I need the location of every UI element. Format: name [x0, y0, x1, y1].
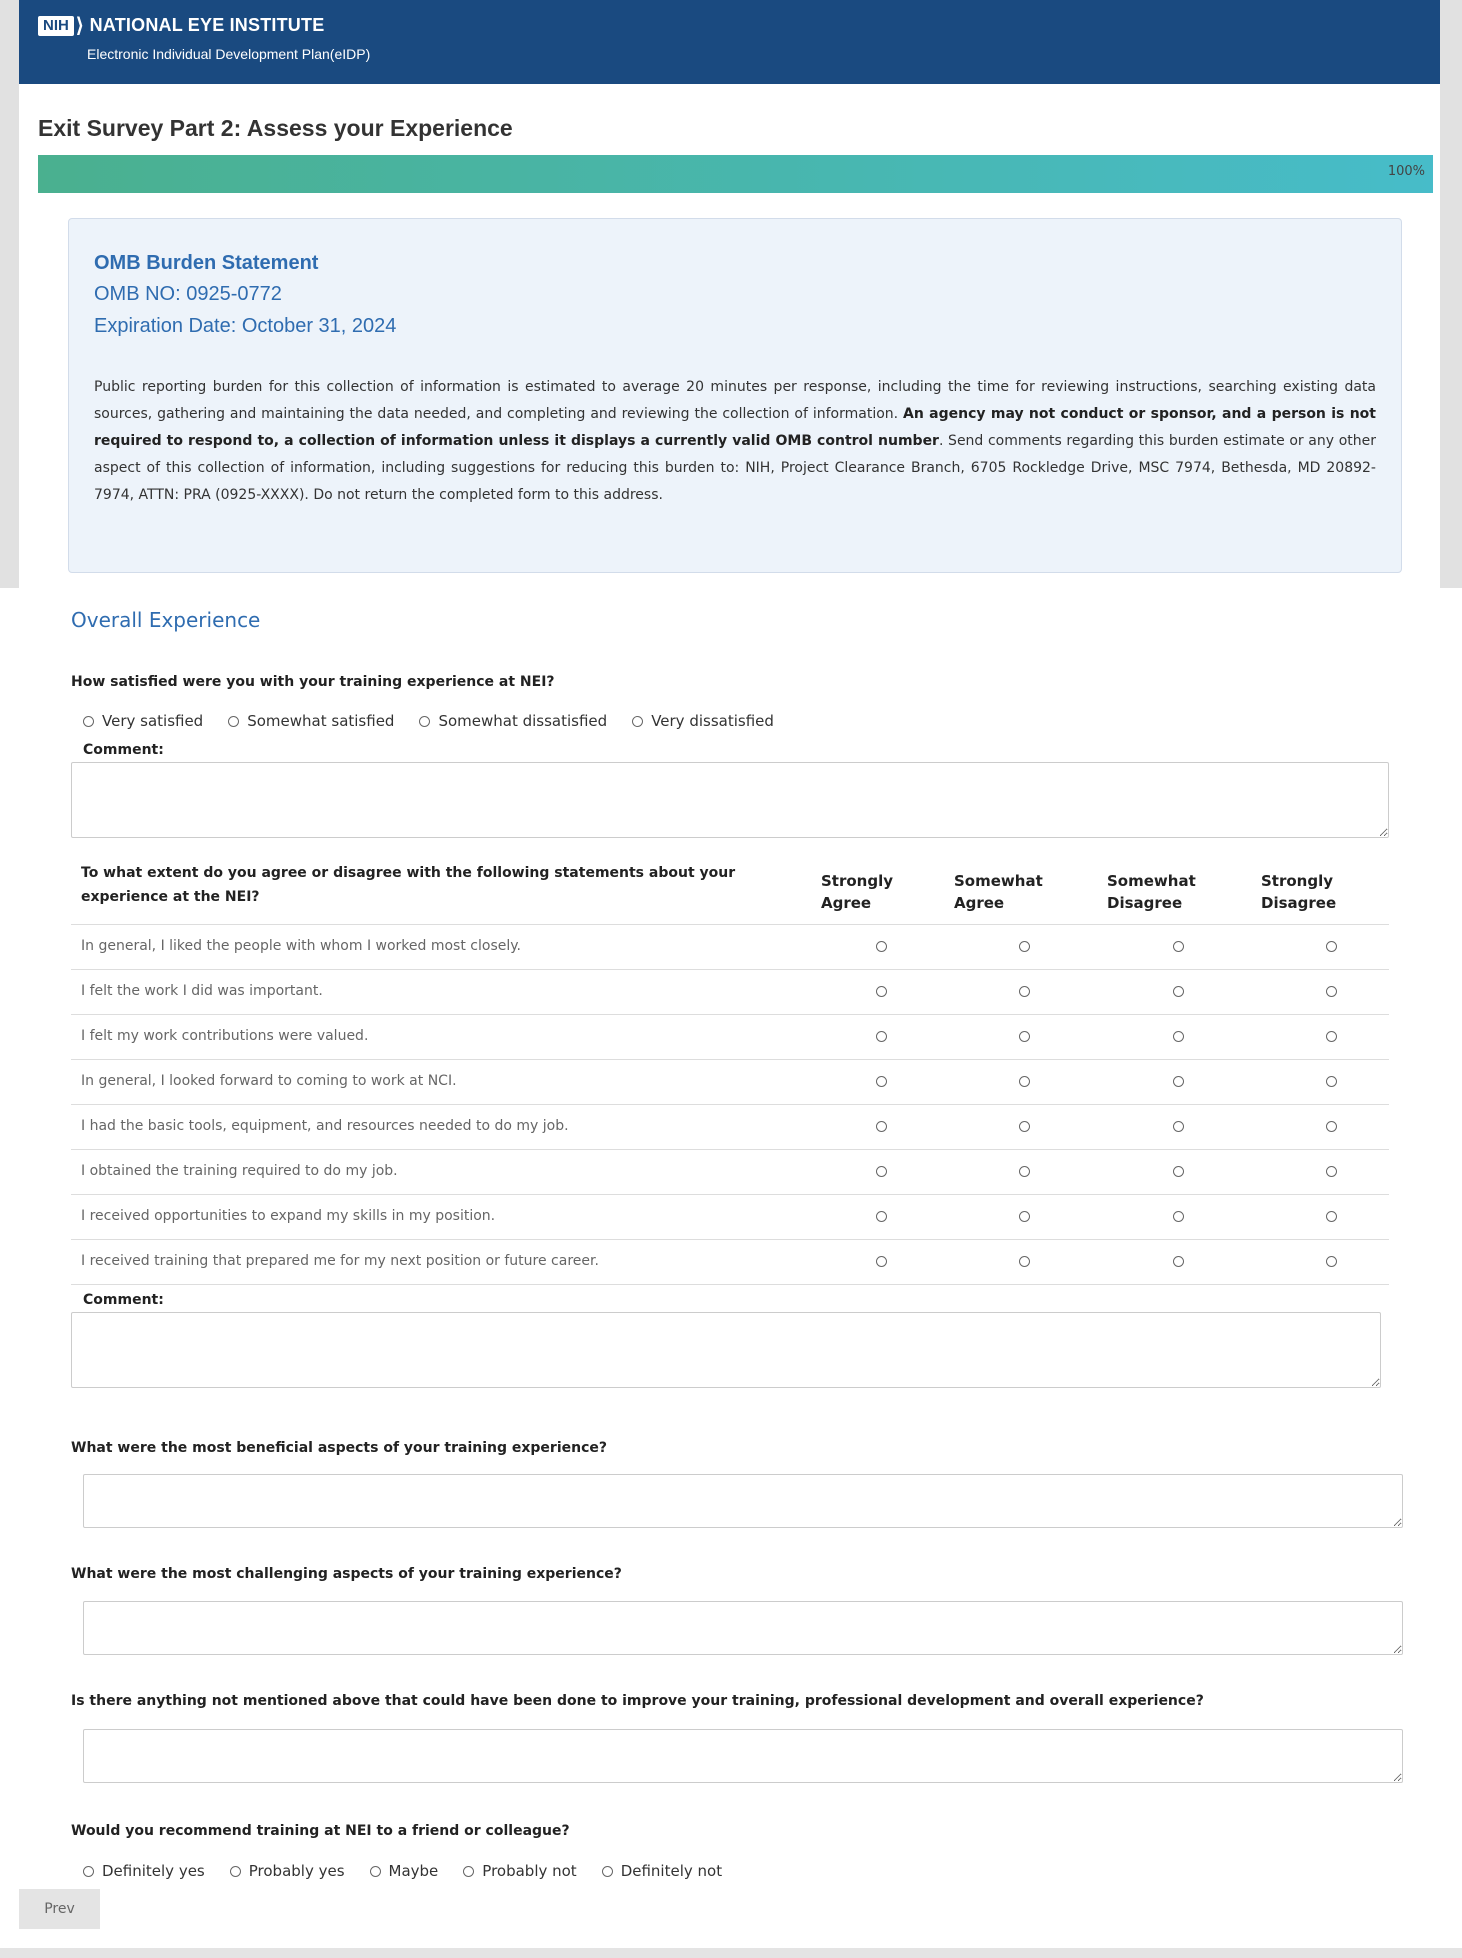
option-label: Probably not — [482, 1862, 577, 1880]
matrix-col-somewhat-agree — [954, 870, 1043, 914]
matrix-radio-col-4[interactable] — [1326, 1121, 1337, 1132]
matrix-statement: I received opportunities to expand my skills in my position. — [81, 1208, 496, 1224]
radio-icon[interactable] — [83, 1866, 94, 1877]
satisfied-comment-label: Comment: — [83, 742, 164, 758]
omb-expiration: Expiration Date: October 31, 2024 — [94, 315, 397, 337]
right-gutter — [1440, 0, 1462, 588]
col-line2: Agree — [821, 894, 872, 912]
matrix-radio-col-2[interactable] — [1019, 986, 1030, 997]
option-label: Probably yes — [248, 1862, 345, 1880]
omb-body-part1: Public reporting burden for this collection of information is estimated to average 20 minutes per response, including the time for reviewing instructions, searching existing data sources, gathering and maintaining the data needed, and completing and reviewing the collection of information. — [94, 379, 1376, 422]
recommend-option-probably-yes[interactable] — [230, 1862, 345, 1880]
matrix-statement: I obtained the training required to do my job. — [81, 1163, 398, 1179]
col-line1: Somewhat — [1107, 872, 1196, 890]
matrix-row — [71, 1150, 1389, 1195]
question-challenging-label: What were the most challenging aspects of your training experience? — [71, 1566, 622, 1582]
option-label: Definitely not — [620, 1862, 723, 1880]
matrix-row — [71, 1060, 1389, 1105]
matrix-col-strongly-disagree — [1261, 870, 1336, 914]
nih-logo[interactable] — [38, 13, 84, 38]
matrix-radio-col-4[interactable] — [1326, 1166, 1337, 1177]
matrix-radio-col-1[interactable] — [876, 1031, 887, 1042]
matrix-radio-col-4[interactable] — [1326, 1076, 1337, 1087]
recommend-option-maybe[interactable] — [370, 1862, 439, 1880]
col-line1: Strongly — [821, 872, 894, 890]
matrix-col-somewhat-disagree — [1107, 870, 1196, 914]
omb-body-part2: . Send comments regarding this burden estimate or any other aspect of this collection of information, including suggestions for reducing this burden to: NIH, Project Clearance Branch, 6705 Rockledge Drive, MSC 7974, Bethesda, MD 20892-7974, ATTN: PRA (0925-XXXX). Do not return the completed form to this address. — [94, 433, 1376, 503]
recommend-option-definitely-not[interactable] — [602, 1862, 722, 1880]
beneficial-textarea[interactable] — [83, 1474, 1403, 1528]
improve-textarea[interactable] — [83, 1729, 1403, 1783]
matrix-radio-col-2[interactable] — [1019, 1076, 1030, 1087]
matrix-statement: In general, I looked forward to coming to work at NCI. — [81, 1073, 457, 1089]
matrix-radio-col-1[interactable] — [876, 1076, 887, 1087]
matrix-question: To what extent do you agree or disagree with the following statements about your experience at the NEI? — [81, 865, 736, 905]
col-line1: Strongly — [1261, 872, 1334, 890]
radio-icon[interactable] — [230, 1866, 241, 1877]
matrix-header — [71, 852, 1389, 925]
matrix-radio-col-2[interactable] — [1019, 1256, 1030, 1267]
progress-bar — [38, 155, 1433, 193]
agreement-matrix — [71, 852, 1389, 1285]
challenging-textarea[interactable] — [83, 1601, 1403, 1655]
omb-burden-statement — [68, 218, 1402, 573]
option-label: Somewhat dissatisfied — [438, 712, 608, 730]
col-line2: Disagree — [1107, 894, 1183, 912]
matrix-radio-col-3[interactable] — [1173, 1256, 1184, 1267]
matrix-radio-col-3[interactable] — [1173, 1211, 1184, 1222]
prev-button[interactable]: Prev — [19, 1889, 100, 1929]
matrix-comment-label: Comment: — [83, 1292, 164, 1308]
matrix-radio-col-3[interactable] — [1173, 1076, 1184, 1087]
satisfied-option-somewhat-dissatisfied[interactable] — [419, 712, 607, 730]
matrix-radio-col-2[interactable] — [1019, 1031, 1030, 1042]
matrix-row — [71, 925, 1389, 970]
question-satisfied-label: How satisfied were you with your training experience at NEI? — [71, 674, 555, 690]
matrix-col-strongly-agree — [821, 870, 893, 914]
matrix-radio-col-3[interactable] — [1173, 986, 1184, 997]
option-label: Very dissatisfied — [651, 712, 774, 730]
radio-icon[interactable] — [228, 716, 239, 727]
progress-fill — [38, 155, 1433, 193]
option-label: Somewhat satisfied — [247, 712, 395, 730]
matrix-radio-col-1[interactable] — [876, 1211, 887, 1222]
matrix-radio-col-2[interactable] — [1019, 941, 1030, 952]
matrix-radio-col-3[interactable] — [1173, 1031, 1184, 1042]
option-label: Very satisfied — [102, 712, 204, 730]
matrix-radio-col-3[interactable] — [1173, 1121, 1184, 1132]
section-title-overall-experience: Overall Experience — [71, 608, 261, 632]
omb-title: OMB Burden Statement — [94, 252, 319, 274]
question-beneficial-label: What were the most beneficial aspects of your training experience? — [71, 1440, 607, 1456]
institute-name: NATIONAL EYE INSTITUTE — [89, 15, 325, 35]
radio-icon[interactable] — [463, 1866, 474, 1877]
matrix-row — [71, 1240, 1389, 1285]
matrix-radio-col-4[interactable] — [1326, 941, 1337, 952]
nih-logo-text: NIH — [38, 16, 74, 36]
page-title: Exit Survey Part 2: Assess your Experience — [38, 115, 513, 141]
matrix-statement: I felt the work I did was important. — [81, 983, 323, 999]
matrix-radio-col-1[interactable] — [876, 986, 887, 997]
nih-chevron-icon: ⟩ — [75, 15, 84, 37]
satisfied-comment-textarea[interactable] — [71, 762, 1389, 838]
matrix-statement: I had the basic tools, equipment, and resources needed to do my job. — [81, 1118, 569, 1134]
col-line2: Agree — [954, 894, 1005, 912]
recommend-option-probably-not[interactable] — [463, 1862, 576, 1880]
recommend-radio-group — [83, 1862, 747, 1880]
omb-body-bold: An agency may not conduct or sponsor, and a person is not required to respond to, a collection of information unless it displays a currently valid OMB control number — [94, 406, 1376, 449]
radio-icon[interactable] — [370, 1866, 381, 1877]
matrix-radio-col-4[interactable] — [1326, 1211, 1337, 1222]
question-improve-label: Is there anything not mentioned above that could have been done to improve your training, professional development and overall experience? — [71, 1693, 1204, 1709]
matrix-radio-col-4[interactable] — [1326, 1031, 1337, 1042]
omb-number: OMB NO: 0925-0772 — [94, 283, 282, 305]
radio-icon[interactable] — [83, 716, 94, 727]
matrix-radio-col-3[interactable] — [1173, 941, 1184, 952]
matrix-radio-col-1[interactable] — [876, 1256, 887, 1267]
matrix-radio-col-2[interactable] — [1019, 1166, 1030, 1177]
matrix-statement: In general, I liked the people with whom I worked most closely. — [81, 938, 521, 954]
satisfied-option-very-dissatisfied[interactable] — [632, 712, 774, 730]
radio-icon[interactable] — [419, 716, 430, 727]
satisfied-option-very-satisfied[interactable] — [83, 712, 203, 730]
radio-icon[interactable] — [602, 1866, 613, 1877]
matrix-statement: I felt my work contributions were valued. — [81, 1028, 369, 1044]
matrix-comment-textarea[interactable] — [71, 1312, 1381, 1388]
matrix-body — [71, 925, 1389, 1285]
matrix-radio-col-4[interactable] — [1326, 1256, 1337, 1267]
option-label: Definitely yes — [102, 1862, 205, 1880]
radio-icon[interactable] — [632, 716, 643, 727]
matrix-radio-col-1[interactable] — [876, 1166, 887, 1177]
logo-row — [38, 13, 324, 38]
matrix-radio-col-2[interactable] — [1019, 1121, 1030, 1132]
satisfied-option-somewhat-satisfied[interactable] — [228, 712, 394, 730]
matrix-statement: I received training that prepared me for my next position or future career. — [81, 1253, 599, 1269]
satisfied-radio-group — [83, 712, 799, 730]
matrix-radio-col-4[interactable] — [1326, 986, 1337, 997]
matrix-row — [71, 1105, 1389, 1150]
matrix-radio-col-2[interactable] — [1019, 1211, 1030, 1222]
recommend-option-definitely-yes[interactable] — [83, 1862, 205, 1880]
left-gutter — [0, 0, 19, 588]
option-label: Maybe — [388, 1862, 439, 1880]
matrix-radio-col-1[interactable] — [876, 1121, 887, 1132]
col-line1: Somewhat — [954, 872, 1043, 890]
site-header — [19, 0, 1440, 84]
omb-body — [94, 374, 1376, 509]
matrix-row — [71, 1015, 1389, 1060]
matrix-radio-col-1[interactable] — [876, 941, 887, 952]
app-name: Electronic Individual Development Plan(eIDP) — [87, 46, 371, 62]
matrix-row — [71, 1195, 1389, 1240]
bottom-gutter — [0, 1948, 1462, 1958]
matrix-radio-col-3[interactable] — [1173, 1166, 1184, 1177]
question-recommend-label: Would you recommend training at NEI to a friend or colleague? — [71, 1823, 570, 1839]
matrix-row — [71, 970, 1389, 1015]
col-line2: Disagree — [1261, 894, 1337, 912]
progress-label: 100% — [1387, 164, 1425, 179]
